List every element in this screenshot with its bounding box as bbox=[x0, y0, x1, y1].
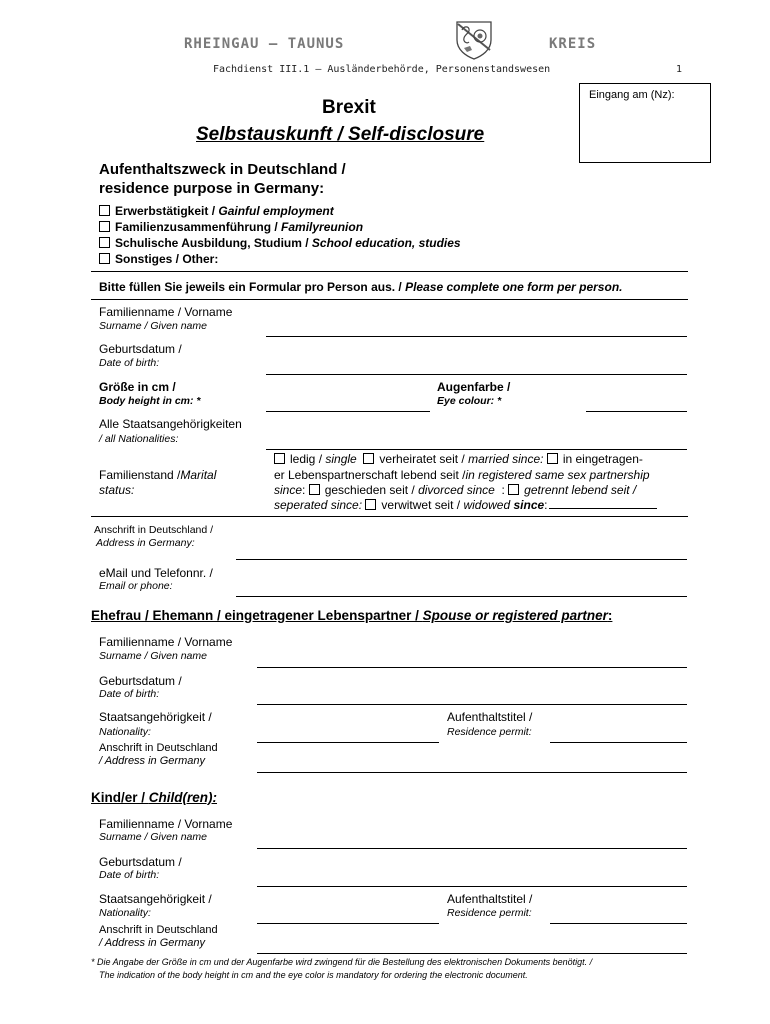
title-brexit: Brexit bbox=[322, 97, 376, 118]
receipt-stamp-box bbox=[579, 83, 711, 163]
address-label-en: Address in Germany: bbox=[96, 537, 195, 549]
child-name-label-en: Surname / Given name bbox=[99, 831, 207, 843]
child-permit-label: Aufenthaltstitel / bbox=[447, 892, 533, 906]
marital-options-line4[interactable]: seperated since: verwitwet seit / widowed since: bbox=[274, 498, 657, 512]
applicant-name-label-en: Surname / Given name bbox=[99, 320, 207, 332]
child-address-field[interactable] bbox=[257, 953, 687, 954]
checkbox[interactable] bbox=[99, 205, 110, 216]
divider bbox=[91, 299, 688, 300]
header-right: KREIS bbox=[549, 36, 597, 52]
child-nationality-label: Staatsangehörigkeit / bbox=[99, 892, 212, 906]
spouse-permit-label-en: Residence permit: bbox=[447, 726, 532, 738]
eye-colour-label-en: Eye colour: * bbox=[437, 395, 502, 407]
marital-options-line1[interactable]: ledig / single verheiratet seit / married since: in eingetragen- bbox=[274, 452, 643, 466]
spouse-dob-field[interactable] bbox=[257, 704, 687, 705]
spouse-dob-label: Geburtsdatum / bbox=[99, 674, 182, 688]
child-dob-field[interactable] bbox=[257, 886, 687, 887]
header-left: RHEINGAU – TAUNUS bbox=[184, 36, 345, 52]
nationalities-field[interactable] bbox=[266, 449, 687, 450]
child-address-label-en: / Address in Germany bbox=[99, 937, 205, 949]
child-name-label: Familienname / Vorname bbox=[99, 817, 233, 831]
marital-options-line2: er Lebenspartnerschaft lebend seit /in registered same sex partnership bbox=[274, 468, 650, 482]
purpose-option-other[interactable]: Sonstiges / Other: bbox=[99, 252, 218, 266]
email-label-en: Email or phone: bbox=[99, 580, 173, 592]
purpose-option-education[interactable]: Schulische Ausbildung, Studium / School education, studies bbox=[99, 236, 461, 250]
child-permit-field[interactable] bbox=[550, 923, 687, 924]
spouse-address-label: Anschrift in Deutschland bbox=[99, 742, 218, 754]
checkbox-married[interactable] bbox=[363, 453, 374, 464]
receipt-box-label: Eingang am (Nz): bbox=[589, 89, 675, 101]
checkbox-single[interactable] bbox=[274, 453, 285, 464]
footnote-de: * Die Angabe der Größe in cm und der Augenfarbe wird zwingend für die Bestellung des elektronischen Dokuments benötigt. / bbox=[91, 957, 593, 967]
eye-colour-label: Augenfarbe / bbox=[437, 380, 511, 394]
checkbox-widowed[interactable] bbox=[365, 499, 376, 510]
page-number: 1 bbox=[676, 64, 683, 75]
children-heading: Kind/er / Child(ren): bbox=[91, 790, 218, 805]
purpose-heading-de: Aufenthaltszweck in Deutschland / bbox=[99, 161, 346, 178]
marital-status-label-en: status: bbox=[99, 483, 135, 497]
nationalities-label-en: / all Nationalities: bbox=[99, 433, 179, 445]
checkbox[interactable] bbox=[99, 221, 110, 232]
coat-of-arms-logo bbox=[454, 20, 494, 60]
spouse-name-field[interactable] bbox=[257, 667, 687, 668]
spouse-nationality-label-en: Nationality: bbox=[99, 726, 151, 738]
child-permit-label-en: Residence permit: bbox=[447, 907, 532, 919]
child-name-field[interactable] bbox=[257, 848, 687, 849]
spouse-permit-label: Aufenthaltstitel / bbox=[447, 710, 533, 724]
height-label-en: Body height in cm: * bbox=[99, 395, 201, 407]
header-subtitle: Fachdienst III.1 – Ausländerbehörde, Personenstandswesen bbox=[213, 64, 551, 75]
spouse-address-label-en: / Address in Germany bbox=[99, 755, 205, 767]
spouse-name-label: Familienname / Vorname bbox=[99, 635, 233, 649]
marital-options-line3[interactable]: since: geschieden seit / divorced since : getrennt lebend seit / bbox=[274, 483, 637, 497]
child-dob-label: Geburtsdatum / bbox=[99, 855, 182, 869]
widowed-since-field[interactable] bbox=[549, 500, 657, 509]
child-nationality-field[interactable] bbox=[257, 923, 439, 924]
spouse-nationality-label: Staatsangehörigkeit / bbox=[99, 710, 212, 724]
purpose-option-employment[interactable]: Erwerbstätigkeit / Gainful employment bbox=[99, 204, 334, 218]
email-field[interactable] bbox=[236, 596, 687, 597]
title-self-disclosure: Selbstauskunft / Self-disclosure bbox=[196, 124, 485, 145]
applicant-dob-label: Geburtsdatum / bbox=[99, 342, 182, 356]
spouse-permit-field[interactable] bbox=[550, 742, 687, 743]
email-label: eMail und Telefonnr. / bbox=[99, 566, 213, 580]
applicant-name-field[interactable] bbox=[266, 336, 687, 337]
spouse-address-field[interactable] bbox=[257, 772, 687, 773]
purpose-option-family[interactable]: Familienzusammenführung / Familyreunion bbox=[99, 220, 363, 234]
address-field[interactable] bbox=[236, 559, 687, 560]
marital-status-label: Familienstand /Marital bbox=[99, 468, 217, 482]
height-label: Größe in cm / bbox=[99, 380, 176, 394]
spouse-nationality-field[interactable] bbox=[257, 742, 439, 743]
nationalities-label: Alle Staatsangehörigkeiten bbox=[99, 417, 242, 431]
instruction: Bitte füllen Sie jeweils ein Formular pro Person aus. / Please complete one form per person. bbox=[99, 280, 623, 294]
footnote-en: The indication of the body height in cm and the eye color is mandatory for ordering the electronic document. bbox=[99, 970, 528, 980]
checkbox-divorced[interactable] bbox=[309, 484, 320, 495]
checkbox[interactable] bbox=[99, 253, 110, 264]
divider bbox=[91, 271, 688, 272]
checkbox-partnership[interactable] bbox=[547, 453, 558, 464]
purpose-heading-en: residence purpose in Germany: bbox=[99, 180, 325, 197]
eye-colour-field[interactable] bbox=[586, 411, 687, 412]
spouse-heading: Ehefrau / Ehemann / eingetragener Lebenspartner / Spouse or registered partner: bbox=[91, 608, 613, 623]
spouse-dob-label-en: Date of birth: bbox=[99, 688, 160, 700]
child-dob-label-en: Date of birth: bbox=[99, 869, 160, 881]
checkbox-separated[interactable] bbox=[508, 484, 519, 495]
child-address-label: Anschrift in Deutschland bbox=[99, 924, 218, 936]
applicant-name-label: Familienname / Vorname bbox=[99, 305, 233, 319]
divider bbox=[91, 516, 688, 517]
spouse-name-label-en: Surname / Given name bbox=[99, 650, 207, 662]
address-label: Anschrift in Deutschland / bbox=[94, 524, 214, 536]
child-nationality-label-en: Nationality: bbox=[99, 907, 151, 919]
checkbox[interactable] bbox=[99, 237, 110, 248]
applicant-dob-label-en: Date of birth: bbox=[99, 357, 160, 369]
height-field[interactable] bbox=[266, 411, 430, 412]
applicant-dob-field[interactable] bbox=[266, 374, 687, 375]
